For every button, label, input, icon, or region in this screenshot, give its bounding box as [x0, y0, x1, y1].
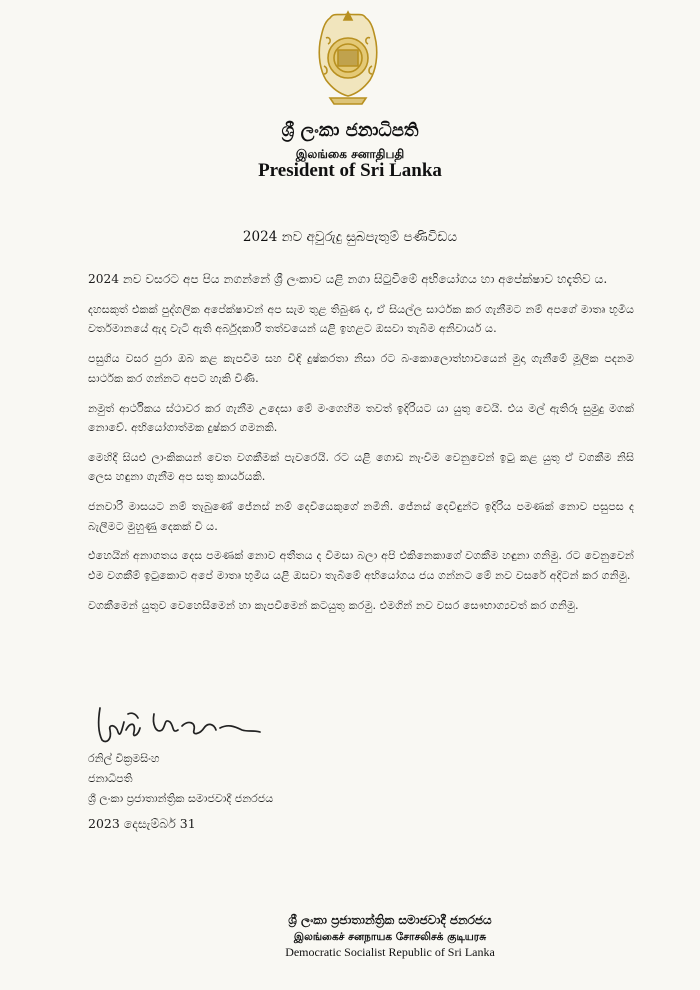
letter-date: 2023 දෙසැම්බර් 31 [88, 816, 196, 831]
paragraph: වගකීමෙන් යුතුව වෙහෙසීමෙන් හා කැපවීමෙන් කටයුතු කරමු. එමගින් නව වසර සෞභාග්‍යවත් කර ගනිමු. [88, 598, 579, 612]
paragraph: මෙහිදී සියළු ලාංකිකයන් වෙත වගකීමක් පැවරෙයි. රට යළි ගොඩ නැංවීම වෙනුවෙන් ඉටු කළ යුතු ඒ වගකීම නිසි ලෙස හඳුනා ගැනීම අප සතු කාර්යයකි. [88, 450, 634, 484]
paragraph: ජනවාරි මාසයට නම් තැබුණේ ජේනස් නම් දෙවියෙකුගේ නමිනි. ජේනස් දෙවිඳුන්ට ඉදිරිය පමණක් නොව පසුපස ද බැලීමට මුහුණු දෙකක් වී ය. [88, 500, 634, 533]
paragraph: 2024 නව වසරට අප පිය නගන්නේ ශ්‍රී ලංකාව යළි නගා සිටුවීමේ අභියෝගය හා අපේක්ෂාව හදැතිව ය. [88, 272, 608, 286]
paragraph: එහෙයින් අනාගතය දෙස පමණක් නොව අතීතය ද විමසා බලා අපි එකිනෙකාගේ වගකීම හඳුනා ගනිමු. රට වෙනුවෙන් එම වගකීම් ඉටුකොට අපේ මාතෘ භූමිය යළි ඔසවා තැබීමේ අභියෝගය ජය ගන්නට මේ නව වසරේ අදිටන් කර ගනිමු. [88, 549, 634, 582]
sri-lanka-emblem-icon [308, 8, 388, 108]
footer [240, 912, 540, 960]
header-tamil-title: இலங்கை சனாதிபதி [295, 147, 405, 161]
signatory-office: ශ්‍රී ලංකා ප්‍රජාතාන්ත්‍රික සමාජවාදී ජනරජය [88, 792, 274, 805]
letter-body [88, 270, 634, 626]
paragraph: දහසකුත් එකක් පුද්ගලික අපේක්ෂාවන් අප සැම තුළ තිබුණ ද, ඒ සියල්ල සාර්ථක කර ගැනීමට නම් අපගේ මාතෘ භූමිය වර්තමානයේ ඇද වැටී ඇති අර්බුදකාරී තත්වයෙන් යළි ඉහළට ඔසවා තැබීම අනිවාර්ය ය. [88, 302, 634, 336]
letter-title: 2024 නව අවුරුදු සුබපැතුම් පණිවිඩය [242, 229, 458, 245]
signatory-title: ජනාධිපති [88, 772, 133, 785]
signatory-name: රනිල් වික්‍රමසිංහ [88, 752, 160, 765]
paragraph: නමුත් ආර්ථිකය ස්ථාවර කර ගැනීම උදෙසා මේ මංගෙහිම තවත් ඉදිරියට යා යුතු වෙයි. එය මල් ඇතිරූ සුමුදු මගක් නොවේ. අභියෝගාත්මක දුෂ්කර ගමනකි. [88, 401, 634, 434]
header-sinhala-title: ශ්‍රී ලංකා ජනාධිපති [281, 120, 419, 141]
footer-tamil: இலங்கைச் சனநாயக சோசலிசக் குடியரசு [293, 931, 487, 943]
header-english-title: President of Sri Lanka [258, 160, 442, 181]
footer-sinhala: ශ්‍රී ලංකා ප්‍රජාතාන්ත්‍රික සමාජවාදී ජනරජය [288, 913, 492, 927]
footer-english: Democratic Socialist Republic of Sri Lanka [285, 945, 495, 959]
paragraph: පසුගිය වසර පුරා ඔබ කළ කැපවීම සහ විඳි දුෂ්කරතා නිසා රට බංකොලොත්භාවයෙන් මුදා ගැනීමේ මූලික පදනම සාර්ථක කර ගන්නට අපට හැකි විණි. [88, 352, 634, 385]
signatory-block [88, 749, 273, 809]
